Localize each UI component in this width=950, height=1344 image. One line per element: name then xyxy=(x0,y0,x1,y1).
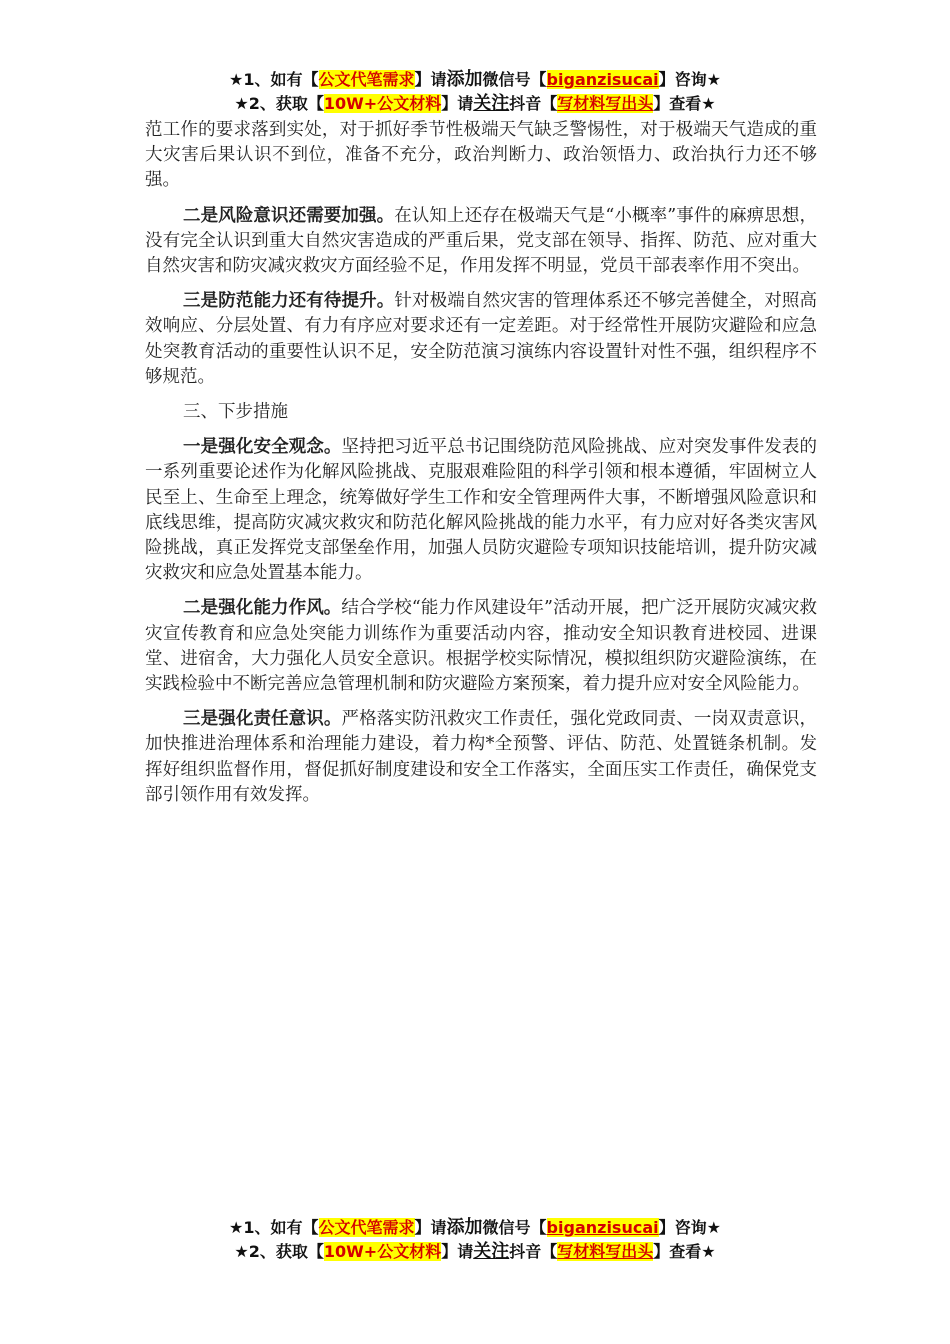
douyin-account-link[interactable]: 写材料写出头 xyxy=(557,94,654,113)
banner-text: 】请 xyxy=(441,94,474,113)
paragraph: 范工作的要求落到实处，对于抓好季节性极端天气缺乏警惕性，对于极端天气造成的重大灾害后果认识不到位，准备不充分，政治判断力、政治领悟力、政治执行力还不够强。 xyxy=(145,120,817,191)
banner-line-1 xyxy=(0,68,950,92)
banner-emphasis: 关注 xyxy=(473,93,510,114)
paragraph-text: 针对极端自然灾害的管理体系还不够完善健全，对照高效响应、分层处置、有力有序应对要求还有一定差距。对于经常性开展防灾避险和应急处突教育活动的重要性认识不足，安全防范演习演练内容设置针对性不强，组织程序不够规范。 xyxy=(145,291,818,387)
paragraph-text: 结合学校“能力作风建设年”活动开展，把广泛开展防灾减灾救灾宣传教育和应急处突能力训练作为重要活动内容，推动安全知识教育进校园、进课堂、进宿舍，大力强化人员安全意识。根据学校实际情况，模拟组织防灾避险演练，在实践检验中不断完善应急管理机制和防灾避险方案预案，着力提升应对安全风险能力。 xyxy=(145,598,817,695)
paragraph-text: 在认知上还存在极端天气是“小概率”事件的麻痹思想，没有完全认识到重大自然灾害造成的严重后果，党支部在领导、指挥、防范、应对重大自然灾害和防灾减灾救灾方面经验不足，作用发挥不明显，党员干部表率作用不突出。 xyxy=(145,205,817,277)
banner-text: 微信号【 xyxy=(482,70,547,89)
banner-text: ★1、如有【 xyxy=(229,70,319,89)
banner-text: ★2、获取【 xyxy=(234,94,324,113)
paragraph-lead: 三是防范能力还有待提升。 xyxy=(183,291,395,312)
banner-text: 】请 xyxy=(441,1242,474,1261)
banner-highlight: 10W+公文材料 xyxy=(323,1242,442,1261)
paragraph xyxy=(145,596,817,697)
section-heading: 三、下步措施 xyxy=(183,402,288,423)
paragraph-text: 坚持把习近平总书记围绕防范风险挑战、应对突发事件发表的一系列重要论述作为化解风险挑战、克服艰难险阻的科学引领和根本遵循，牢固树立人民至上、生命至上理念，统筹做好学生工作和安全管理两件大事，不断增强风险意识和底线思维，提高防灾减灾救灾和防范化解风险挑战的能力水平，有力应对好各类灾害风险挑战，真正发挥党支部堡垒作用，加强人员防灾避险专项知识技能培训，提升防灾减灾救灾和应急处置基本能力。 xyxy=(145,437,818,584)
paragraph xyxy=(145,707,817,808)
paragraph xyxy=(145,435,817,586)
banner-text: 微信号【 xyxy=(482,1218,547,1237)
banner-text: 】查看★ xyxy=(653,94,716,113)
banner-text: ★1、如有【 xyxy=(229,1218,319,1237)
paragraph-lead: 二是风险意识还需要加强。 xyxy=(183,205,395,226)
banner-line-1 xyxy=(0,1216,950,1240)
banner-text: 】咨询★ xyxy=(658,1218,721,1237)
banner-emphasis: 关注 xyxy=(473,1241,510,1262)
paragraph-lead: 二是强化能力作风。 xyxy=(183,598,342,619)
paragraph-text: 严格落实防汛救灾工作责任，强化党政同责、一岗双责意识，加快推进治理体系和治理能力建设，着力构*全预警、评估、防范、处置链条机制。发挥好组织监督作用，督促抓好制度建设和安全工作落实，全面压实工作责任，确保党支部引领作用有效发挥。 xyxy=(145,709,818,805)
banner-highlight: 公文代笔需求 xyxy=(318,70,415,89)
paragraph-lead: 三是强化责任意识。 xyxy=(183,709,342,730)
document-body xyxy=(145,118,817,818)
wechat-id-link[interactable]: biganzisucai xyxy=(546,1218,659,1237)
banner-emphasis: 添加 xyxy=(446,1217,483,1238)
paragraph xyxy=(145,204,817,280)
banner-emphasis: 添加 xyxy=(446,69,483,90)
banner-text: 】查看★ xyxy=(653,1242,716,1261)
banner-text: 抖音【 xyxy=(509,94,558,113)
banner-text: ★2、获取【 xyxy=(234,1242,324,1261)
banner-highlight: 10W+公文材料 xyxy=(323,94,442,113)
banner-text: 】咨询★ xyxy=(658,70,721,89)
douyin-account-link[interactable]: 写材料写出头 xyxy=(557,1242,654,1261)
paragraph xyxy=(145,289,817,390)
banner-line-2 xyxy=(0,1240,950,1264)
banner-line-2 xyxy=(0,92,950,116)
header-banner xyxy=(0,68,950,116)
paragraph-lead: 一是强化安全观念。 xyxy=(183,437,342,458)
footer-banner xyxy=(0,1216,950,1264)
wechat-id-link[interactable]: biganzisucai xyxy=(546,70,659,89)
banner-text: 抖音【 xyxy=(509,1242,558,1261)
banner-highlight: 公文代笔需求 xyxy=(318,1218,415,1237)
banner-text: 】请 xyxy=(414,70,447,89)
banner-text: 】请 xyxy=(414,1218,447,1237)
